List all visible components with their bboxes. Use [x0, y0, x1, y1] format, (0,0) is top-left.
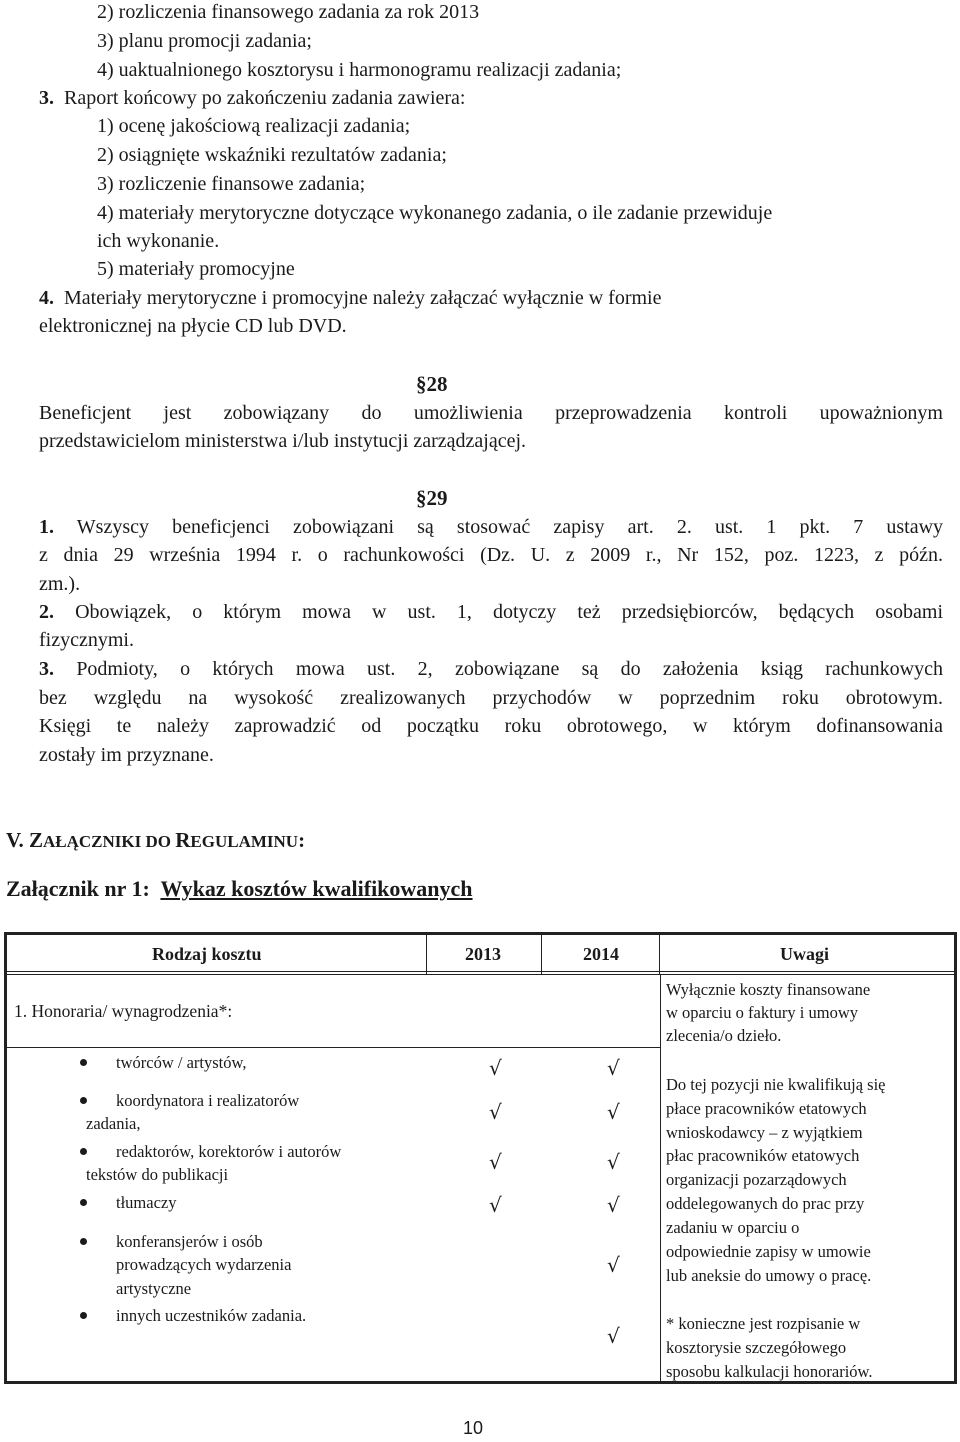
list-item: 5) materiały promocyjne [97, 258, 295, 280]
column-header: 2013 [465, 944, 501, 964]
column-header: Uwagi [780, 944, 829, 964]
bullet [80, 1199, 87, 1206]
list-item: 4. Materiały merytoryczne i promocyjne należy załączać wyłącznie w formie [39, 287, 662, 309]
check-mark: √ [489, 1056, 502, 1080]
section-title: §29 [416, 486, 448, 510]
check-mark: √ [489, 1150, 502, 1174]
list-item: 4) materiały merytoryczne dotyczące wykonanego zadania, o ile zadanie przewiduje [97, 202, 773, 224]
column-header: Rodzaj kosztu [152, 944, 262, 964]
table-row: tekstów do publikacji [86, 1165, 229, 1184]
table-row: redaktorów, korektorów i autorów [116, 1142, 342, 1161]
check-mark: √ [607, 1253, 620, 1277]
note-line: zlecenia/o dzieło. [666, 1026, 782, 1045]
note-line: wnioskodawcy – z wyjątkiem [666, 1123, 863, 1142]
note-line: odpowiednie zapisy w umowie [666, 1242, 871, 1261]
note-line: lub aneksie do umowy o pracę. [666, 1266, 872, 1285]
check-mark: √ [607, 1324, 620, 1348]
list-item: 2) osiągnięte wskaźniki rezultatów zadania; [97, 144, 447, 166]
note-line: * konieczne jest rozpisanie w [666, 1314, 861, 1333]
check-mark: √ [607, 1056, 620, 1080]
table-row: twórców / artystów, [116, 1053, 247, 1072]
check-mark: √ [607, 1193, 620, 1217]
section-heading: V. ZAŁĄCZNIKI DO REGULAMINU: [6, 828, 306, 852]
paragraph-line: Beneficjent jest zobowiązany do umożliwienia przeprowadzenia kontroli upoważnionym [39, 402, 943, 424]
table-row: artystyczne [116, 1279, 192, 1298]
paragraph-line: elektronicznej na płycie CD lub DVD. [39, 315, 347, 337]
list-item: 1) ocenę jakościową realizacji zadania; [97, 115, 411, 137]
check-mark: √ [607, 1100, 620, 1124]
table-row: konferansjerów i osób [116, 1232, 263, 1251]
paragraph-line: 2. Obowiązek, o którym mowa w ust. 1, dotyczy też przedsiębiorców, będących osobami [39, 601, 944, 623]
paragraph-line: zostały im przyznane. [39, 744, 214, 766]
paragraph-line: fizycznymi. [39, 629, 134, 651]
list-item: 4) uaktualnionego kosztorysu i harmonogramu realizacji zadania; [97, 59, 622, 81]
check-mark: √ [607, 1150, 620, 1174]
paragraph-line: 3. Podmioty, o których mowa ust. 2, zobowiązane są do założenia ksiąg rachunkowych [39, 658, 943, 680]
bullet [80, 1238, 87, 1245]
note-line: kosztorysie szczegółowego [666, 1338, 847, 1357]
paragraph-line: zm.). [39, 573, 81, 595]
paragraph-line: przedstawicielom ministerstwa i/lub instytucji zarządzającej. [39, 430, 527, 452]
note-line: płace pracowników etatowych [666, 1099, 867, 1118]
note-line: płac pracowników etatowych [666, 1146, 860, 1165]
note-line: Wyłącznie koszty finansowane [666, 980, 871, 999]
check-mark: √ [489, 1100, 502, 1124]
paragraph-line: 1. Wszyscy beneficjenci zobowiązani są stosować zapisy art. 2. ust. 1 pkt. 7 ustawy [39, 516, 944, 538]
list-item: 2) rozliczenia finansowego zadania za rok 2013 [97, 1, 480, 23]
note-line: zadaniu w oparciu o [666, 1218, 800, 1237]
table-category: 1. Honoraria/ wynagrodzenia*: [14, 1001, 233, 1021]
bullet [80, 1148, 87, 1155]
table-row: koordynatora i realizatorów [116, 1091, 300, 1110]
list-item: ich wykonanie. [97, 230, 220, 252]
page-number: 10 [463, 1418, 484, 1438]
table-row: zadania, [86, 1114, 141, 1133]
table-row: innych uczestników zadania. [116, 1306, 307, 1325]
annex-title: Załącznik nr 1: Wykaz kosztów kwalifikowanych [6, 876, 473, 901]
paragraph-line: z dnia 29 września 1994 r. o rachunkowości (Dz. U. z 2009 r., Nr 152, poz. 1223, z późn. [39, 544, 943, 566]
list-item: 3. Raport końcowy po zakończeniu zadania zawiera: [39, 87, 466, 109]
note-line: oddelegowanych do prac przy [666, 1194, 865, 1213]
bullet [80, 1059, 87, 1066]
bullet [80, 1097, 87, 1104]
bullet [80, 1312, 87, 1319]
note-line: Do tej pozycji nie kwalifikują się [666, 1075, 886, 1094]
column-header: 2014 [583, 944, 619, 964]
section-title: §28 [416, 372, 448, 396]
list-item: 3) rozliczenie finansowe zadania; [97, 173, 366, 195]
paragraph-line: Księgi te należy zaprowadzić od początku roku obrotowego, w którym dofinansowania [39, 715, 943, 737]
note-line: organizacji pozarządowych [666, 1170, 847, 1189]
paragraph-line: bez względu na wysokość zrealizowanych przychodów w poprzednim roku obrotowym. [39, 687, 943, 709]
note-line: sposobu kalkulacji honorariów. [666, 1362, 873, 1381]
check-mark: √ [489, 1193, 502, 1217]
table-row: prowadzących wydarzenia [116, 1255, 292, 1274]
note-line: w oparciu o faktury i umowy [666, 1003, 858, 1022]
list-item: 3) planu promocji zadania; [97, 30, 312, 52]
table-row: tłumaczy [116, 1193, 177, 1212]
